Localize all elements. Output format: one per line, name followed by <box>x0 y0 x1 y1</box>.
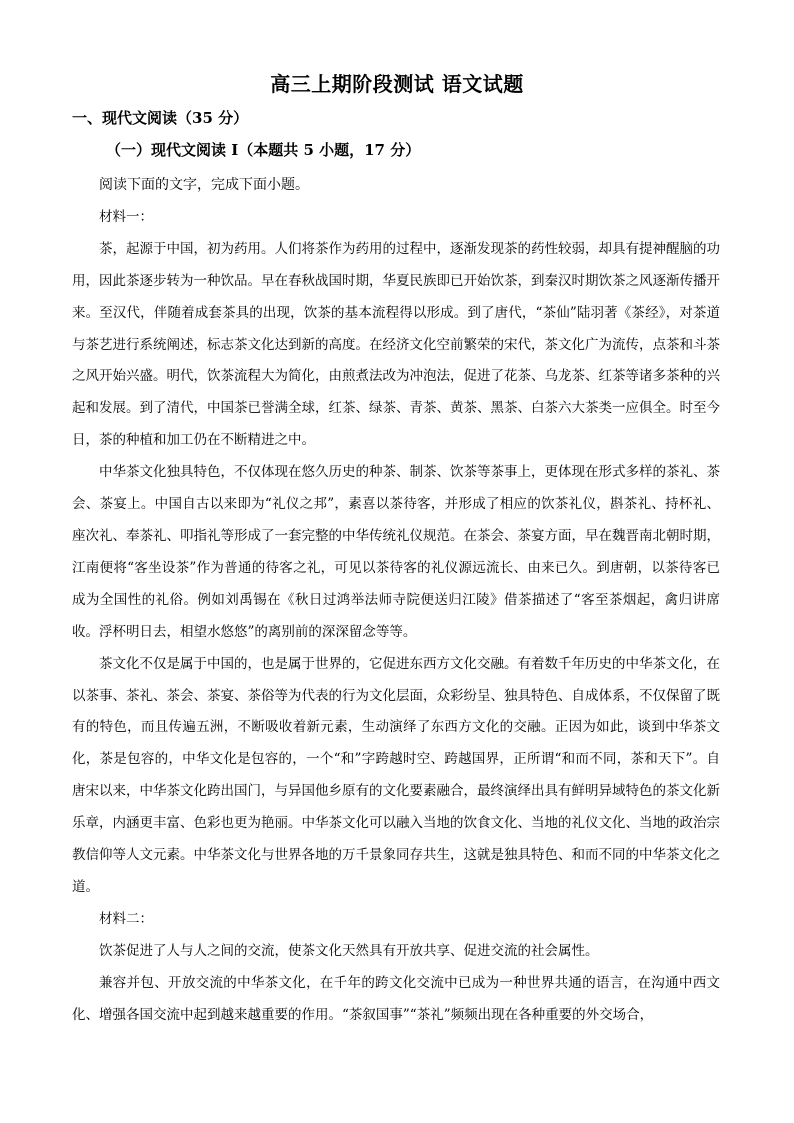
paragraph-2: 中华茶文化独具特色，不仅体现在悠久历史的种茶、制茶、饮茶等茶事上，更体现在形式多样的茶礼、茶会、茶宴上。中国自古以来即为“礼仪之邦”，素喜以茶待客，并形成了相应的饮茶礼仪，斟茶礼、持杯礼、座次礼、奉茶礼、叩指礼等形成了一套完整的中华传统礼仪规范。在茶会、茶宴方面，早在魏晋南北朝时期，江南便将“客坐设茶”作为普通的待客之礼，可见以茶待客的礼仪源远流长、由来已久。到唐朝，以茶待客已成为全国性的礼俗。例如刘禹锡在《秋日过鸿举法师寺院便送归江陵》借茶描述了“客至茶烟起，禽归讲席收。浮杯明日去，相望水悠悠”的离别前的深深留念等等。 <box>72 464 720 640</box>
subsection-heading: （一）现代文阅读 I（本题共 5 小题，17 分） <box>106 141 421 159</box>
paragraph-5: 兼容并包、开放交流的中华茶文化，在千年的跨文化交流中已成为一种世界共通的语言，在沟通中西文化、增强各国交流中起到越来越重要的作用。“茶叙国事”“茶礼”频频出现在各种重要的外交场合， <box>72 974 720 1023</box>
paragraph-1: 茶，起源于中国，初为药用。人们将茶作为药用的过程中，逐渐发现茶的药性较弱，却具有提神醒脑的功用，因此茶逐步转为一种饮品。早在春秋战国时期，华夏民族即已开始饮茶，到秦汉时期饮茶之风逐渐传播开来。至汉代，伴随着成套茶具的出现，饮茶的基本流程得以形成。到了唐代，“茶仙”陆羽著《茶经》，对茶道与茶艺进行系统阐述，标志茶文化达到新的高度。在经济文化空前繁荣的宋代，茶文化广为流传，点茶和斗茶之风开始兴盛。明代，饮茶流程大为简化，由煎煮法改为冲泡法，促进了花茶、乌龙茶、红茶等诸多茶种的兴起和发展。到了清代，中国茶已誉满全球，红茶、绿茶、青茶、黄茶、黑茶、白茶六大茶类一应俱全。时至今日，茶的种植和加工仍在不断精进之中。 <box>72 240 720 449</box>
page-title: 高三上期阶段测试 语文试题 <box>270 72 524 96</box>
section-heading: 一、现代文阅读（35 分） <box>72 109 249 127</box>
material-one-label: 材料一： <box>99 208 153 225</box>
instruction-text: 阅读下面的文字，完成下面小题。 <box>99 177 309 193</box>
paragraph-4: 饮茶促进了人与人之间的交流，使茶文化天然具有开放共享、促进交流的社会属性。 <box>99 942 599 959</box>
material-two-label: 材料二： <box>99 910 153 927</box>
paragraph-3: 茶文化不仅是属于中国的，也是属于世界的，它促进东西方文化交融。有着数千年历史的中华茶文化，在以茶事、茶礼、茶会、茶宴、茶俗等为代表的行为文化层面，众彩纷呈、独具特色、自成体系，不仅保留了既有的特色，而且传遍五洲，不断吸收着新元素，生动演绎了东西方文化的交融。正因为如此，谈到中华茶文化，茶是包容的，中华文化是包容的，一个“和”字跨越时空、跨越国界，正所谓“和而不同，茶和天下”。自唐宋以来，中华茶文化跨出国门，与异国他乡原有的文化要素融合，最终演绎出具有鲜明异域特色的茶文化新乐章，内涵更丰富、色彩也更为艳丽。中华茶文化可以融入当地的饮食文化、当地的礼仪文化、当地的政治宗教信仰等人文元素。中华茶文化与世界各地的万千景象同存共生，这就是独具特色、和而不同的中华茶文化之道。 <box>72 655 720 895</box>
reading-passage <box>72 170 720 1031</box>
